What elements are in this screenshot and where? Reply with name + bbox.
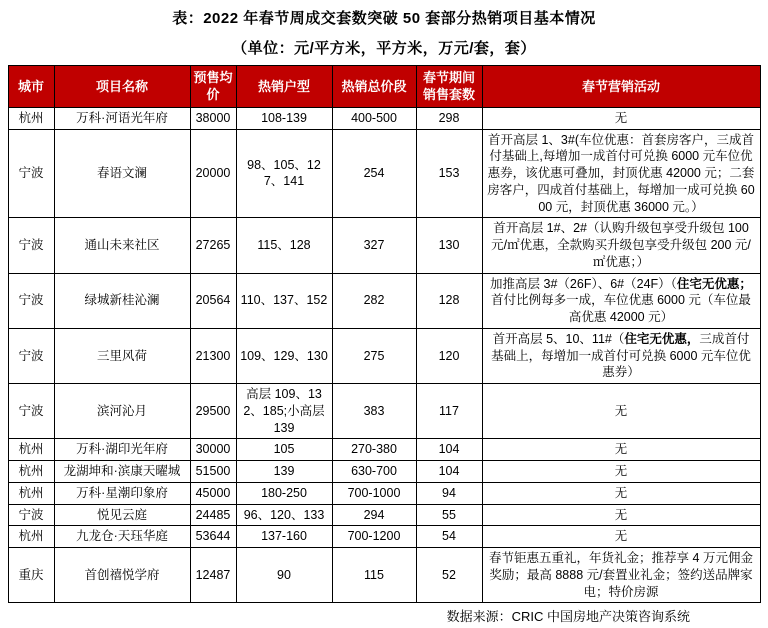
presale-price-cell: 12487 (190, 548, 236, 603)
table-row (8, 504, 760, 526)
table-row (8, 482, 760, 504)
city-cell: 宁波 (8, 384, 54, 439)
project-name-cell: 通山未来社区 (54, 218, 190, 273)
column-header: 预售均价 (190, 66, 236, 108)
price-range-cell: 327 (332, 218, 416, 273)
marketing-text-segment: 无 (614, 507, 628, 522)
marketing-text-segment: 加推高层 3#（26F）、6#（24F）（ (490, 276, 677, 291)
price-range-cell: 294 (332, 504, 416, 526)
marketing-text-segment: 住宅无优惠， (624, 331, 700, 346)
marketing-text-segment: 三成首付基础上，每增加一成首付可兑换 6000 元车位优惠券） (491, 331, 751, 380)
sold-count-cell: 298 (416, 107, 482, 129)
marketing-text-segment: 无 (614, 403, 628, 418)
sold-count-cell: 130 (416, 218, 482, 273)
sold-count-cell: 128 (416, 273, 482, 328)
marketing-text-segment: 无 (614, 442, 628, 457)
unit-types-cell: 90 (236, 548, 332, 603)
table-title: 表：2022 年春节周成交套数突破 50 套部分热销项目基本情况 (172, 10, 596, 27)
marketing-text-segment: 无 (614, 110, 628, 125)
column-header: 热销户型 (236, 66, 332, 108)
city-cell: 杭州 (8, 439, 54, 461)
marketing-text-segment: 无 (614, 464, 628, 479)
presale-price-cell: 27265 (190, 218, 236, 273)
marketing-cell (482, 439, 760, 461)
unit-types-cell: 98、105、127、141 (236, 129, 332, 218)
project-name-cell: 首创禧悦学府 (54, 548, 190, 603)
sold-count-cell: 117 (416, 384, 482, 439)
marketing-cell (482, 548, 760, 603)
sold-count-cell: 52 (416, 548, 482, 603)
sold-count-cell: 94 (416, 482, 482, 504)
unit-types-cell: 高层 109、132、185;小高层 139 (236, 384, 332, 439)
sold-count-cell: 54 (416, 526, 482, 548)
city-cell: 宁波 (8, 328, 54, 383)
marketing-text-segment: 首付比例每多一成，车位优惠 6000 元（车位最高优惠 42000 元） (491, 293, 751, 325)
project-name-cell: 龙湖坤和·滨康天曜城 (54, 461, 190, 483)
table-row (8, 384, 760, 439)
price-range-cell: 270-380 (332, 439, 416, 461)
project-name-cell: 万科·星潮印象府 (54, 482, 190, 504)
price-range-cell: 700-1200 (332, 526, 416, 548)
price-range-cell: 282 (332, 273, 416, 328)
table-row (8, 218, 760, 273)
marketing-text-segment: 无 (614, 529, 628, 544)
table-row (8, 129, 760, 218)
marketing-text-segment: 无 (614, 485, 628, 500)
price-range-cell: 383 (332, 384, 416, 439)
table-row (8, 273, 760, 328)
marketing-cell (482, 107, 760, 129)
data-source-note: 数据来源：CRIC 中国房地产决策咨询系统 (446, 609, 690, 625)
presale-price-cell: 30000 (190, 439, 236, 461)
marketing-text-segment: 春节钜惠五重礼，年货礼金；推荐享 4 万元佣金奖励；最高 8888 元/套置业礼金；签约送品牌家电；特价房源 (489, 551, 753, 599)
project-name-cell: 绿城新桂沁澜 (54, 273, 190, 328)
unit-types-cell: 180-250 (236, 482, 332, 504)
column-header: 春节期间销售套数 (416, 66, 482, 108)
unit-types-cell: 110、137、152 (236, 273, 332, 328)
sold-count-cell: 104 (416, 461, 482, 483)
column-header: 春节营销活动 (482, 66, 760, 108)
city-cell: 重庆 (8, 548, 54, 603)
marketing-text-segment: 首开高层 1、3#(车位优惠：首套房客户，三成首付基础上,每增加一成首付可兑换 6000 元车位优惠券，该优惠可叠加，封顶优惠 42000 元；二套房客户，四成首付基础上，每增加一成可兑换 6000 元，封顶优惠 36000 元。） (487, 132, 755, 214)
project-name-cell: 三里风荷 (54, 328, 190, 383)
marketing-cell (482, 384, 760, 439)
presale-price-cell: 24485 (190, 504, 236, 526)
marketing-cell (482, 273, 760, 328)
hot-projects-table (8, 65, 761, 603)
price-range-cell: 400-500 (332, 107, 416, 129)
table-row (8, 461, 760, 483)
price-range-cell: 630-700 (332, 461, 416, 483)
sold-count-cell: 55 (416, 504, 482, 526)
table-row (8, 548, 760, 603)
unit-types-cell: 109、129、130 (236, 328, 332, 383)
price-range-cell: 700-1000 (332, 482, 416, 504)
unit-types-cell: 96、120、133 (236, 504, 332, 526)
project-name-cell: 悦见云庭 (54, 504, 190, 526)
project-name-cell: 九龙仓·天珏华庭 (54, 526, 190, 548)
marketing-cell (482, 482, 760, 504)
header-row (8, 66, 760, 108)
city-cell: 宁波 (8, 218, 54, 273)
marketing-text-segment: 住宅无优惠； (676, 276, 752, 291)
price-range-cell: 254 (332, 129, 416, 218)
city-cell: 宁波 (8, 273, 54, 328)
sold-count-cell: 104 (416, 439, 482, 461)
presale-price-cell: 29500 (190, 384, 236, 439)
marketing-cell (482, 461, 760, 483)
column-header: 热销总价段 (332, 66, 416, 108)
marketing-text-segment: 首开高层 5、10、11#（ (492, 331, 625, 346)
presale-price-cell: 21300 (190, 328, 236, 383)
project-name-cell: 万科·河语光年府 (54, 107, 190, 129)
city-cell: 杭州 (8, 526, 54, 548)
presale-price-cell: 38000 (190, 107, 236, 129)
city-cell: 宁波 (8, 129, 54, 218)
sold-count-cell: 153 (416, 129, 482, 218)
table-body (8, 107, 760, 603)
sold-count-cell: 120 (416, 328, 482, 383)
unit-types-cell: 139 (236, 461, 332, 483)
presale-price-cell: 53644 (190, 526, 236, 548)
unit-types-cell: 137-160 (236, 526, 332, 548)
project-name-cell: 滨河沁月 (54, 384, 190, 439)
table-row (8, 328, 760, 383)
presale-price-cell: 20000 (190, 129, 236, 218)
table-row (8, 526, 760, 548)
price-range-cell: 275 (332, 328, 416, 383)
marketing-cell (482, 328, 760, 383)
city-cell: 宁波 (8, 504, 54, 526)
table-row (8, 439, 760, 461)
unit-types-cell: 115、128 (236, 218, 332, 273)
table-row (8, 107, 760, 129)
city-cell: 杭州 (8, 107, 54, 129)
marketing-cell (482, 526, 760, 548)
project-name-cell: 春语文澜 (54, 129, 190, 218)
column-header: 项目名称 (54, 66, 190, 108)
unit-types-cell: 108-139 (236, 107, 332, 129)
marketing-cell (482, 504, 760, 526)
city-cell: 杭州 (8, 482, 54, 504)
presale-price-cell: 20564 (190, 273, 236, 328)
city-cell: 杭州 (8, 461, 54, 483)
presale-price-cell: 45000 (190, 482, 236, 504)
price-range-cell: 115 (332, 548, 416, 603)
project-name-cell: 万科·湖印光年府 (54, 439, 190, 461)
column-header: 城市 (8, 66, 54, 108)
unit-types-cell: 105 (236, 439, 332, 461)
presale-price-cell: 51500 (190, 461, 236, 483)
table-unit-subtitle: （单位：元/平方米，平方米，万元/套，套） (232, 40, 536, 57)
marketing-cell (482, 218, 760, 273)
marketing-cell (482, 129, 760, 218)
marketing-text-segment: 首开高层 1#、2#（认购升级包享受升级包 100 元/㎡优惠，全款购买升级包享受升级包 200 元/㎡优惠；） (491, 221, 751, 269)
